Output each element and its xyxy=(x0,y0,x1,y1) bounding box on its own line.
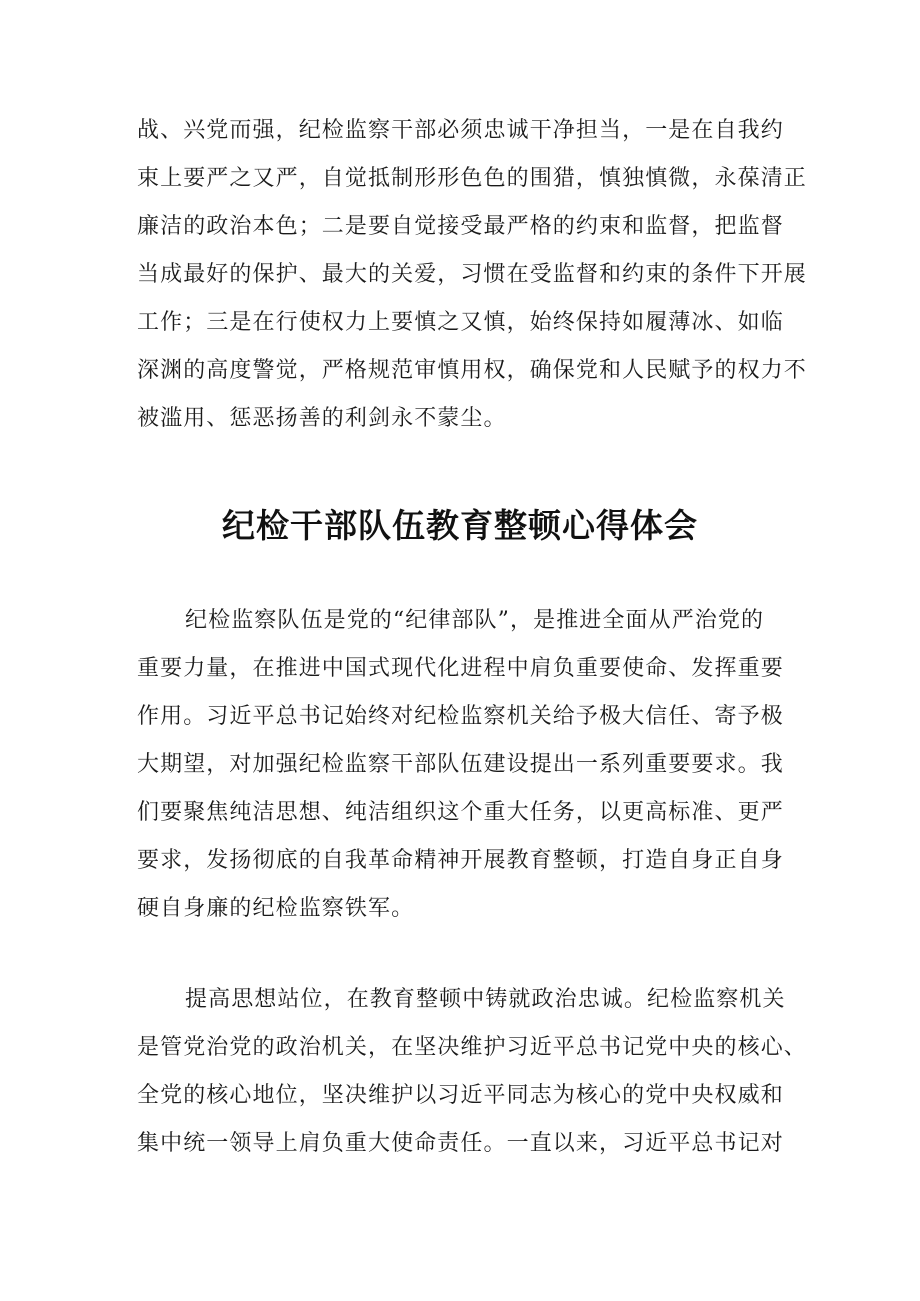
document-title: 纪检干部队伍教育整顿心得体会 xyxy=(222,506,698,545)
paragraph-line: 工作；三是在行使权力上要慎之又慎，始终保持如履薄冰、如临 xyxy=(137,310,784,335)
paragraph-line: 纪检监察队伍是党的“纪律部队”，是推进全面从严治党的 xyxy=(185,608,765,633)
paragraph-line: 束上要严之又严，自觉抵制形形色色的围猎，慎独慎微，永葆清正 xyxy=(137,166,807,191)
paragraph-line: 深渊的高度警觉，严格规范审慎用权，确保党和人民赋予的权力不 xyxy=(137,358,807,383)
paragraph-line: 提高思想站位，在教育整顿中铸就政治忠诚。纪检监察机关 xyxy=(185,987,786,1012)
paragraph-line: 当成最好的保护、最大的关爱，习惯在受监督和约束的条件下开展 xyxy=(137,262,807,287)
paragraph-line: 作用。习近平总书记始终对纪检监察机关给予极大信任、寄予极 xyxy=(137,704,784,729)
body-paragraph xyxy=(137,976,807,1168)
paragraph-line: 被滥用、惩恶扬善的利剑永不蒙尘。 xyxy=(137,406,507,431)
paragraph-line: 要求，发扬彻底的自我革命精神开展教育整顿，打造自身正自身 xyxy=(137,848,784,873)
paragraph-line: 廉洁的政治本色；二是要自觉接受最严格的约束和监督，把监督 xyxy=(137,214,784,239)
paragraph-line: 重要力量，在推进中国式现代化进程中肩负重要使命、发挥重要 xyxy=(137,656,784,681)
paragraph-line: 集中统一领导上肩负重大使命责任。一直以来，习近平总书记对 xyxy=(137,1131,784,1156)
paragraph-line: 战、兴党而强，纪检监察干部必须忠诚干净担当，一是在自我约 xyxy=(137,118,784,143)
paragraph-line: 硬自身廉的纪检监察铁军。 xyxy=(137,896,415,921)
continued-paragraph xyxy=(137,107,807,443)
paragraph-line: 是管党治党的政治机关，在坚决维护习近平总书记党中央的核心、 xyxy=(137,1035,807,1060)
paragraph-line: 大期望，对加强纪检监察干部队伍建设提出一系列重要要求。我 xyxy=(137,752,784,777)
paragraph-line: 们要聚焦纯洁思想、纯洁组织这个重大任务，以更高标准、更严 xyxy=(137,800,784,825)
paragraph-line: 全党的核心地位，坚决维护以习近平同志为核心的党中央权威和 xyxy=(137,1083,784,1108)
body-paragraph xyxy=(137,597,797,933)
